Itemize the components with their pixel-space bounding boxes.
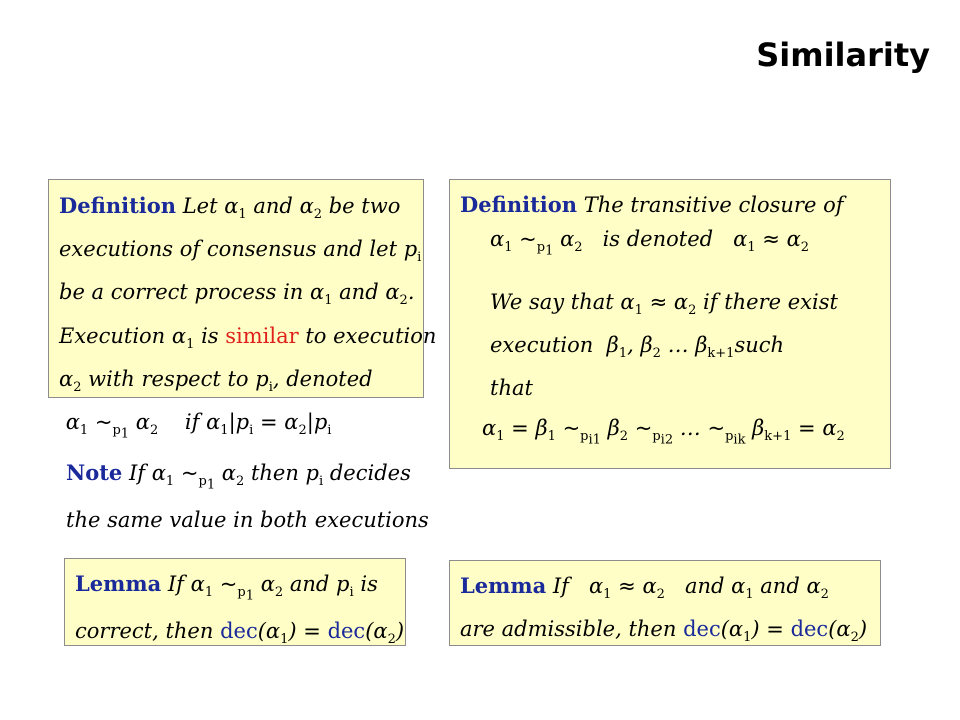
- definition-heading: Definition: [460, 192, 578, 217]
- definition-heading: Definition: [59, 193, 177, 218]
- similar-term: similar: [225, 323, 299, 348]
- page-title: Similarity: [756, 36, 930, 74]
- note-text: Note If $\alpha_1$ $\sim_{p_1}$ $\alpha_2$ then $p_i$ decides the same value in both executions: [66, 460, 429, 532]
- lemma-heading: Lemma: [75, 571, 162, 596]
- lemma-admissible-box: Lemma If $\alpha_1 \approx \alpha_2$ and $\alpha_1$ and $\alpha_2$ are admissible, then $dec(\alpha_1) = dec(\alpha_2)$: [449, 560, 881, 646]
- transitive-formula: $\alpha_1 = \beta_1$ $\sim_{p_{i1}}$ $\beta_2$ $\sim_{p_{i2}}$ … $\sim_{p_{ik}}$ $\beta_{k+1} = \alpha_2$: [482, 416, 845, 448]
- similarity-formula: $\alpha_1$ $\sim_{p_1}$ $\alpha_2$ if $\alpha_1|p_i = \alpha_2|p_i$: [65, 409, 332, 442]
- definition-transitive-box: Definition The transitive closure of $\alpha_1$ $\sim_{p_1}$ $\alpha_2$ is denoted $\alpha_1 \approx \alpha_2$ We say that $\alpha_1 \approx \alpha_2$ if there exist execution $\beta_1$, $\beta_2$ … $\beta_{k+1}such$ that $\alpha_1 = \beta_1$ $\sim_{p_{i1}}$ $\beta_2$ $\sim_{p_{i2}}$ … $\sim_{p_{ik}}$ $\beta_{k+1} = \alpha_2$: [449, 179, 891, 469]
- note-heading: Note: [66, 460, 123, 485]
- definition-similar-box: Definition Let $\alpha_1$ and $\alpha_2$ be two executions of consensus and let $p_i$ be a correct process in $\alpha_1$ and $\alpha_2$. Execution $\alpha_1$ is similar to execution $\alpha_2$ with respect to $p_i$, denoted $\alpha_1$ $\sim_{p_1}$ $\alpha_2$ if $\alpha_1|p_i = \alpha_2|p_i$: [48, 179, 424, 398]
- lemma-similar-box: Lemma If $\alpha_1$ $\sim_{p_1}$ $\alpha_2$ and $p_i$ is correct, then $dec(\alpha_1) = dec(\alpha_2)$: [64, 558, 406, 646]
- lemma-heading: Lemma: [460, 573, 547, 598]
